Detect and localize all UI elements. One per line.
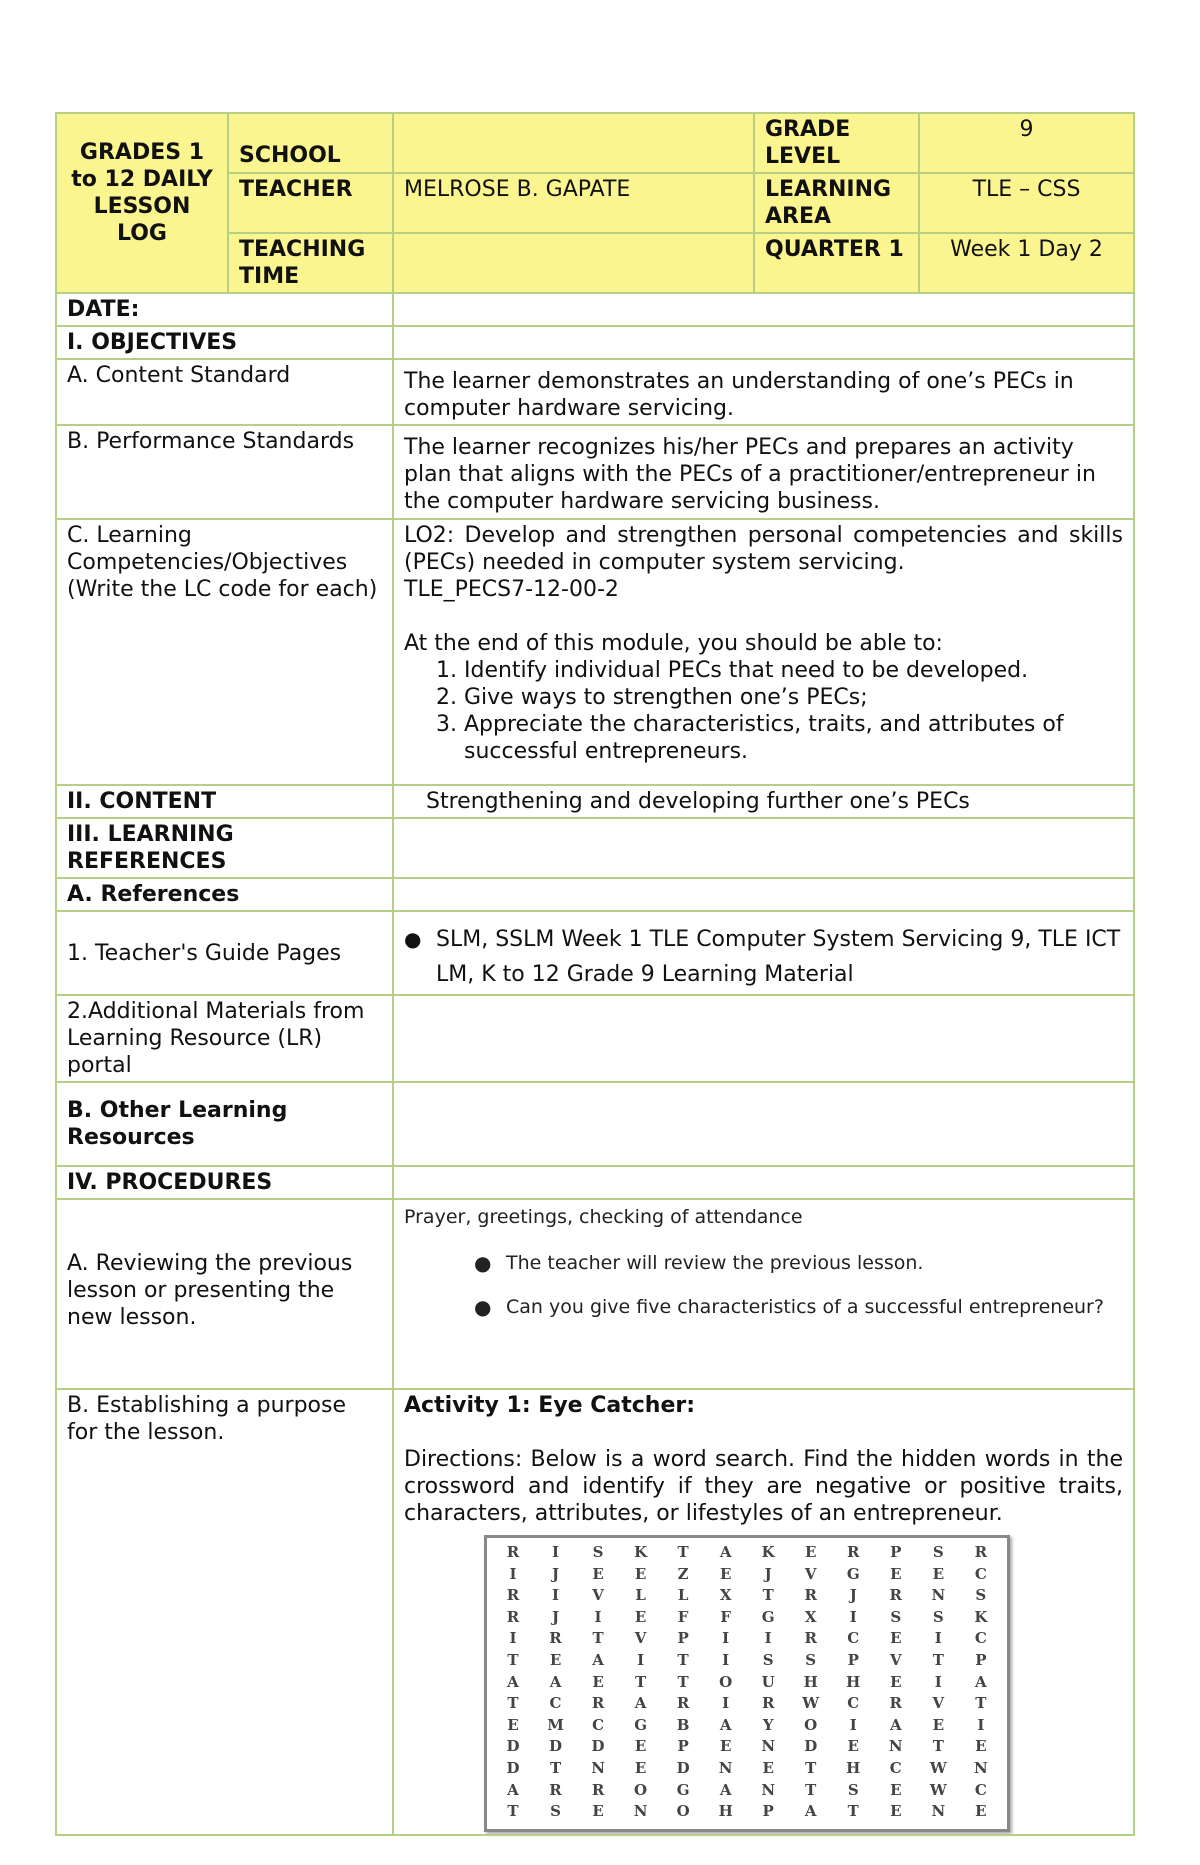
additional-label: 2.Additional Materials from Learning Resource (LR) portal (56, 995, 393, 1082)
word-search-letter: E (975, 1802, 987, 1821)
procedure-b-value (393, 1389, 1134, 1835)
word-search-row (487, 1758, 1007, 1780)
word-search-letter: K (761, 1543, 775, 1561)
word-search-letter: D (506, 1758, 520, 1777)
word-search-letter: P (847, 1650, 859, 1669)
word-search-letter: M (547, 1715, 564, 1734)
word-search-letter: C (592, 1715, 605, 1734)
word-search-letter: I (552, 1543, 560, 1561)
word-search-letter: N (931, 1802, 946, 1821)
tg-value: ● SLM, SSLM Week 1 TLE Computer System Servicing 9, TLE ICT LM, K to 12 Grade 9 Learning Material (404, 922, 1123, 992)
procedures-blank (393, 1166, 1134, 1199)
word-search-letter: S (592, 1543, 604, 1561)
word-search-letter: K (634, 1543, 648, 1561)
lc-code: TLE_PECS7-12-00-2 (404, 577, 619, 602)
word-search-letter: E (890, 1802, 902, 1821)
word-search-letter: C (847, 1629, 860, 1648)
word-search-letter: V (804, 1564, 817, 1583)
word-search-letter: B (676, 1715, 690, 1734)
word-search-letter: D (549, 1737, 563, 1756)
word-search-letter: T (677, 1650, 689, 1669)
word-search-letter: E (592, 1672, 604, 1691)
tg-value-cell (393, 911, 1134, 995)
word-search-letter: T (762, 1586, 774, 1605)
word-search-row (487, 1628, 1007, 1650)
word-search-letter: A (507, 1672, 519, 1691)
word-search-letter: E (592, 1564, 604, 1583)
word-search-letter: G (634, 1715, 647, 1734)
word-search-letter: X (719, 1586, 732, 1605)
word-search-letter: E (762, 1758, 774, 1777)
word-search-letter: W (802, 1694, 820, 1713)
references-sub-blank (393, 878, 1134, 911)
word-search-letter: R (591, 1780, 605, 1799)
teaching-time-label: TEACHING TIME (228, 233, 393, 293)
word-search-letter: S (890, 1607, 902, 1626)
word-search-letter: R (591, 1694, 605, 1713)
word-search-letter: S (805, 1650, 817, 1669)
word-search-letter: S (847, 1780, 859, 1799)
content-standard-value: The learner demonstrates an understanding of one’s PECs in computer hardware servicing. (393, 359, 1134, 425)
word-search-letter: R (889, 1694, 903, 1713)
tg-label: 1. Teacher's Guide Pages (56, 911, 393, 995)
word-search-letter: W (929, 1780, 947, 1799)
word-search-letter: E (890, 1780, 902, 1799)
word-search-letter: E (549, 1650, 562, 1669)
word-search-letter: I (722, 1629, 730, 1648)
date-label: DATE: (56, 293, 393, 326)
procedure-a-intro: Prayer, greetings, checking of attendance (404, 1206, 803, 1228)
objectives-list (404, 657, 1123, 765)
word-search-letter: R (549, 1629, 562, 1648)
word-search-row (487, 1542, 1007, 1564)
word-search-row (487, 1585, 1007, 1607)
word-search-letter: I (934, 1629, 942, 1648)
word-search-letter: F (677, 1607, 689, 1626)
performance-label: B. Performance Standards (56, 425, 393, 519)
references-blank (393, 818, 1134, 878)
word-search-letter: E (975, 1737, 987, 1756)
word-search-row (487, 1607, 1007, 1629)
word-search-letter: E (507, 1715, 519, 1734)
word-search-letter: S (932, 1607, 944, 1626)
performance-value: The learner recognizes his/her PECs and prepares an activity plan that aligns with the PECs of a practitioner/entrepreneur in the computer hardware servicing business. (393, 425, 1134, 519)
word-search-letter: E (890, 1672, 902, 1691)
competencies-label: C. Learning Competencies/Objectives (Write the LC code for each) (56, 519, 393, 785)
word-search-letter: N (591, 1758, 605, 1777)
word-search-letter: X (804, 1607, 817, 1626)
word-search-letter: I (849, 1715, 857, 1734)
word-search-letter: N (931, 1586, 946, 1605)
word-search-letter: Y (762, 1715, 774, 1734)
content-value: Strengthening and developing further one’s PECs (393, 785, 1134, 818)
word-search-letter: C (974, 1629, 987, 1648)
word-search-letter: A (719, 1780, 732, 1799)
additional-blank (393, 995, 1134, 1082)
word-search-letter: A (719, 1715, 732, 1734)
word-search-letter: T (932, 1737, 944, 1756)
word-search-letter: E (634, 1758, 647, 1777)
grade-level-label: GRADE LEVEL (754, 113, 919, 173)
word-search-letter: I (509, 1629, 517, 1648)
word-search-letter: J (764, 1564, 772, 1583)
word-search-letter: I (977, 1715, 985, 1734)
word-search-letter: C (549, 1694, 562, 1713)
word-search-letter: P (677, 1737, 689, 1756)
procedure-a-bullet: ● The teacher will review the previous lesson. (474, 1248, 1123, 1278)
word-search-letter: D (591, 1737, 605, 1756)
word-search-letter: K (974, 1607, 988, 1626)
word-search-row (487, 1736, 1007, 1758)
word-search-letter: V (889, 1650, 902, 1669)
word-search-letter: N (973, 1758, 988, 1777)
word-search-letter: P (975, 1650, 987, 1669)
word-search-row (487, 1672, 1007, 1694)
date-value (393, 293, 1134, 326)
word-search-letter: F (720, 1607, 731, 1626)
lo2-text: LO2: Develop and strengthen personal competencies and skills (PECs) needed in computer system servicing. (404, 523, 1123, 575)
word-search-letter: R (506, 1586, 520, 1605)
word-search-letter: I (849, 1607, 857, 1626)
teacher-value: MELROSE B. GAPATE (393, 173, 754, 233)
school-label: SCHOOL (228, 113, 393, 173)
objective-item: 2. Give ways to strengthen one’s PECs; (464, 684, 1123, 711)
word-search-letter: T (975, 1694, 987, 1713)
references-heading: III. LEARNING REFERENCES (56, 818, 393, 878)
word-search-letter: V (592, 1586, 604, 1605)
teacher-label: TEACHER (228, 173, 393, 233)
references-subheading: A. References (56, 878, 393, 911)
content-heading: II. CONTENT (56, 785, 393, 818)
word-search-row (487, 1650, 1007, 1672)
procedures-heading: IV. PROCEDURES (56, 1166, 393, 1199)
word-search-letter: N (761, 1737, 776, 1756)
word-search-letter: S (932, 1543, 944, 1561)
word-search-letter: T (847, 1802, 859, 1821)
word-search-row (487, 1801, 1007, 1823)
word-search-letter: P (677, 1629, 689, 1648)
word-search-letter: O (719, 1672, 733, 1691)
objectives-heading: I. OBJECTIVES (56, 326, 393, 359)
word-search-letter: R (506, 1543, 520, 1561)
teaching-time-value (393, 233, 754, 293)
word-search-letter: A (719, 1543, 732, 1561)
procedure-a-bullet: ● Can you give five characteristics of a successful entrepreneur? (474, 1292, 1123, 1322)
word-search-letter: T (805, 1780, 817, 1799)
learning-area-label: LEARNING AREA (754, 173, 919, 233)
word-search-letter: R (889, 1586, 903, 1605)
word-search-letter: S (975, 1586, 987, 1605)
other-label: B. Other Learning Resources (56, 1082, 393, 1166)
word-search-letter: G (761, 1607, 775, 1626)
objective-item: 3. Appreciate the characteristics, traits, and attributes of successful entrepreneurs. (464, 711, 1123, 765)
word-search-letter: A (804, 1802, 817, 1821)
word-search-letter: P (762, 1802, 774, 1821)
word-search-letter: E (847, 1737, 859, 1756)
word-search-letter: R (804, 1629, 817, 1648)
word-search-letter: L (677, 1586, 689, 1605)
word-search-letter: O (634, 1780, 648, 1799)
word-search-letter: U (761, 1672, 775, 1691)
word-search-letter: T (932, 1650, 944, 1669)
word-search-letter: A (975, 1672, 987, 1691)
word-search-letter: R (506, 1607, 520, 1626)
word-search-letter: R (549, 1780, 562, 1799)
word-search-letter: D (676, 1758, 690, 1777)
word-search-letter: R (676, 1694, 690, 1713)
activity-title: Activity 1: Eye Catcher: (404, 1393, 696, 1418)
content-standard-label: A. Content Standard (56, 359, 393, 425)
word-search-letter: E (719, 1564, 732, 1583)
word-search-letter: T (805, 1758, 817, 1777)
word-search-letter: V (634, 1629, 647, 1648)
word-search-letter: T (507, 1802, 519, 1821)
word-search-letter: W (929, 1758, 947, 1777)
word-search-letter: E (932, 1564, 945, 1583)
word-search-letter: D (804, 1737, 818, 1756)
word-search-letter: L (635, 1586, 646, 1605)
word-search-letter: E (890, 1629, 902, 1648)
word-search-letter: A (507, 1780, 519, 1799)
word-search-letter: E (634, 1607, 647, 1626)
word-search-row (487, 1715, 1007, 1737)
activity-directions: Directions: Below is a word search. Find the hidden words in the crossword and identify if they are negative or positive traits, characters, attributes, or lifestyles of an entrepreneur. (404, 1447, 1123, 1526)
school-value (393, 113, 754, 173)
word-search-row (487, 1693, 1007, 1715)
quarter-value: Week 1 Day 2 (919, 233, 1134, 293)
word-search-letter: E (634, 1564, 647, 1583)
lesson-log-table (55, 112, 1135, 1836)
word-search-letter: I (722, 1650, 730, 1669)
word-search-letter: I (552, 1586, 560, 1605)
objective-item: 1. Identify individual PECs that need to be developed. (464, 657, 1123, 684)
word-search-letter: I (722, 1694, 730, 1713)
word-search-letter: J (551, 1607, 560, 1626)
word-search-letter: I (594, 1607, 602, 1626)
word-search-letter: E (932, 1715, 945, 1734)
other-blank (393, 1082, 1134, 1166)
word-search-letter: I (934, 1672, 942, 1691)
word-search-letter: T (677, 1543, 689, 1561)
word-search-letter: C (974, 1780, 987, 1799)
word-search-letter: A (634, 1694, 647, 1713)
word-search-letter: I (764, 1629, 772, 1648)
lesson-log (55, 112, 1133, 1836)
word-search-letter: E (890, 1564, 902, 1583)
quarter-label: QUARTER 1 (754, 233, 919, 293)
grade-level-value: 9 (919, 113, 1134, 173)
word-search-letter: O (676, 1802, 690, 1821)
word-search-letter: E (634, 1737, 647, 1756)
word-search-letter: I (509, 1564, 517, 1583)
word-search-letter: J (551, 1564, 560, 1583)
learning-area-value: TLE – CSS (919, 173, 1134, 233)
objectives-intro: At the end of this module, you should be able to: (404, 631, 943, 656)
word-search-letter: H (803, 1672, 818, 1691)
word-search-letter: P (890, 1543, 902, 1561)
word-search-letter: R (804, 1586, 817, 1605)
word-search-letter: C (974, 1564, 987, 1583)
word-search-letter: Z (677, 1564, 689, 1583)
procedure-a-value (393, 1199, 1134, 1389)
word-search-letter: T (592, 1629, 604, 1648)
word-search-letter: H (718, 1802, 733, 1821)
word-search-letter: C (847, 1694, 860, 1713)
word-search-letter: T (677, 1672, 689, 1691)
word-search-grid (484, 1535, 1010, 1832)
word-search-letter: T (507, 1650, 519, 1669)
word-search-row (487, 1780, 1007, 1802)
word-search-letter: T (507, 1694, 519, 1713)
word-search-letter: E (592, 1802, 604, 1821)
word-search-letter: T (549, 1758, 562, 1777)
word-search-row (487, 1564, 1007, 1586)
word-search-letter: N (761, 1780, 776, 1799)
word-search-letter: S (762, 1650, 774, 1669)
word-search-letter: A (549, 1672, 562, 1691)
procedure-b-label: B. Establishing a purpose for the lesson. (56, 1389, 393, 1835)
word-search-letter: V (932, 1694, 945, 1713)
word-search-letter: N (633, 1802, 648, 1821)
objectives-blank (393, 326, 1134, 359)
word-search-letter: O (804, 1715, 818, 1734)
word-search-letter: G (846, 1564, 860, 1583)
word-search-letter: E (719, 1737, 732, 1756)
word-search-letter: J (849, 1586, 857, 1605)
word-search-letter: H (846, 1672, 861, 1691)
word-search-letter: H (846, 1758, 861, 1777)
word-search-letter: R (974, 1543, 988, 1561)
word-search-letter: D (506, 1737, 520, 1756)
word-search-letter: G (676, 1780, 690, 1799)
word-search-letter: C (889, 1758, 902, 1777)
word-search-letter: N (718, 1758, 733, 1777)
word-search-letter: S (550, 1802, 561, 1821)
word-search-letter: E (805, 1543, 817, 1561)
log-title: GRADES 1 to 12 DAILY LESSON LOG (56, 113, 228, 293)
word-search-letter: I (637, 1650, 645, 1669)
word-search-letter: N (888, 1737, 903, 1756)
word-search-letter: A (889, 1715, 902, 1734)
word-search-letter: R (761, 1694, 775, 1713)
word-search-letter: A (592, 1650, 604, 1669)
competencies-value (393, 519, 1134, 785)
word-search-letter: T (635, 1672, 647, 1691)
procedure-a-label: A. Reviewing the previous lesson or presenting the new lesson. (56, 1199, 393, 1389)
word-search-letter: R (847, 1543, 860, 1561)
